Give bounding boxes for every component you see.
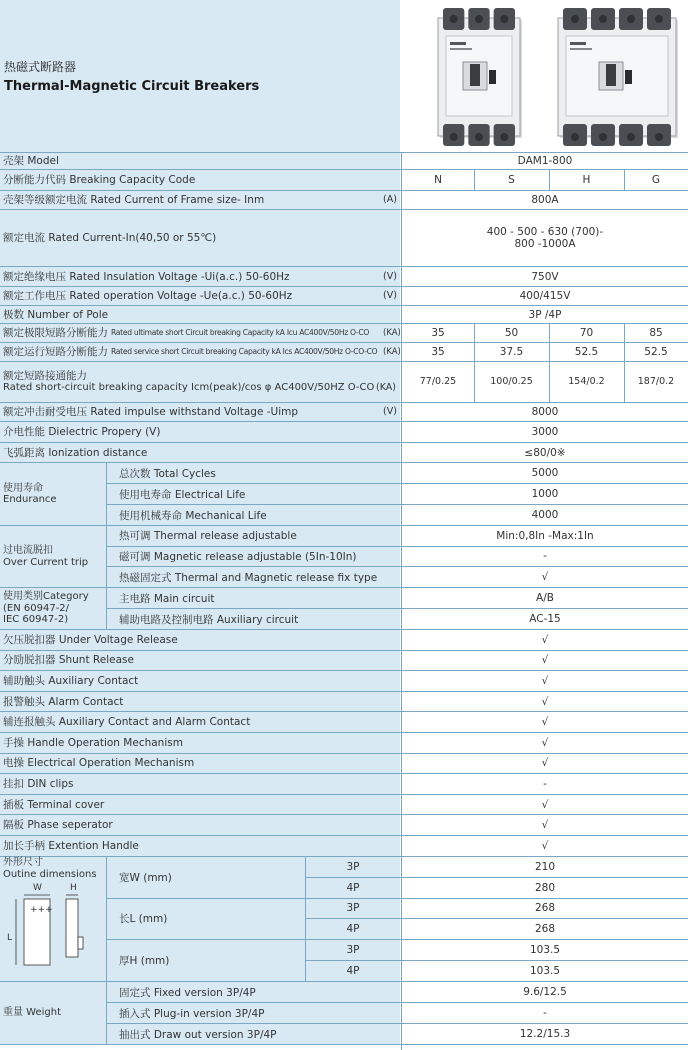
- column-divider: [624, 324, 625, 342]
- row-divider: [106, 608, 688, 609]
- ics-label-en: Rated service short Circuit breaking Capacity kA Ics AC400V/50Hz O-CO-CO: [111, 347, 378, 356]
- category-item-value: A/B: [402, 588, 688, 608]
- dimension-value: 210: [402, 857, 688, 877]
- frame-current-unit: (A): [383, 194, 397, 205]
- frame-current-label: 壳架等级额定电流 Rated Current of Frame size- Inm: [0, 191, 400, 209]
- weight-item-label: 插入式 Plug-in version 3P/4P: [107, 1003, 400, 1023]
- insulation-voltage-unit: (V): [383, 270, 397, 282]
- row-divider: [106, 1002, 688, 1003]
- category-group-label: [0, 588, 106, 629]
- category-group-label-line: IEC 60947-2): [3, 614, 69, 626]
- dimension-group-label: 厚H (mm): [107, 940, 305, 981]
- row-divider: [305, 877, 688, 878]
- endurance-item-label: 使用电寿命 Electrical Life: [107, 484, 400, 504]
- rated-current-label: 额定电流 Rated Current-In(40,50 or 55℃): [0, 210, 400, 266]
- icu-label-en: Rated ultimate short Circuit breaking Capacity kA Icu AC400V/50Hz O-CO: [111, 328, 370, 337]
- model-value: DAM1-800: [402, 153, 688, 169]
- breaking-code-label: 分断能力代码 Breaking Capacity Code: [0, 170, 400, 190]
- weight-item-value: 12.2/15.3: [402, 1024, 688, 1044]
- over-current-item-value: Min:0,8In -Max:1In: [402, 526, 688, 546]
- header-text: [4, 60, 259, 95]
- impulse-voltage-label: 额定冲击耐受电压 Rated impulse withstand Voltage -Uimp: [0, 403, 400, 421]
- ionization-label: 飞弧距离 Ionization distance: [0, 443, 400, 462]
- operation-voltage-unit: (V): [383, 290, 397, 301]
- category-group-label-line: 使用类别Category: [3, 591, 89, 603]
- model-label: 壳架 Model: [0, 153, 400, 169]
- breaking-code-value: S: [474, 170, 549, 190]
- dielectric-label: 介电性能 Dielectric Propery (V): [0, 422, 400, 442]
- breaker-3p-image: [438, 8, 522, 146]
- column-divider: [474, 324, 475, 342]
- ionization-value: ≤80/0※: [402, 443, 688, 462]
- accessory-value: √: [402, 733, 688, 753]
- dimension-pole-label: 4P: [306, 878, 400, 898]
- weight-item-value: -: [402, 1003, 688, 1023]
- accessory-value: -: [402, 774, 688, 794]
- accessory-label: 加长手柄 Extention Handle: [0, 836, 400, 856]
- icm-value: 187/0.2: [624, 362, 688, 402]
- category-group-label-line: (EN 60947-2/: [3, 602, 70, 614]
- endurance-group-label: [0, 463, 106, 525]
- icm-value: 100/0.25: [474, 362, 549, 402]
- dimension-value: 268: [402, 919, 688, 939]
- fig-w-label: W: [33, 883, 42, 893]
- weight-group-label: [0, 982, 106, 1044]
- over-current-group-label: [0, 526, 106, 587]
- accessory-value: √: [402, 671, 688, 691]
- icu-value: 85: [624, 324, 688, 342]
- dimension-group-label: 宽W (mm): [107, 857, 305, 898]
- weight-group-label-line: 重量 Weight: [3, 1007, 62, 1019]
- accessory-value: √: [402, 692, 688, 712]
- accessory-label: 欠压脱扣器 Under Voltage Release: [0, 630, 400, 650]
- operation-voltage-label: 额定工作电压 Rated operation Voltage -Ue(a.c.) 50-60Hz: [0, 287, 400, 305]
- icm-value: 77/0.25: [402, 362, 474, 402]
- operation-voltage-value: 400/415V: [402, 287, 688, 305]
- impulse-voltage-value: 8000: [402, 403, 688, 421]
- impulse-voltage-unit: (V): [383, 406, 397, 417]
- accessory-value: √: [402, 630, 688, 650]
- accessory-value: √: [402, 836, 688, 856]
- header-panel: [0, 0, 400, 152]
- accessory-value: √: [402, 754, 688, 774]
- dimension-drawing: [8, 885, 98, 975]
- dimension-value: 280: [402, 878, 688, 898]
- dimension-value: 268: [402, 899, 688, 919]
- endurance-group-label-line: Endurance: [3, 494, 57, 505]
- icu-unit: (KA): [383, 328, 401, 338]
- icm-unit: (KA): [376, 382, 396, 393]
- product-photo: [402, 0, 688, 152]
- dimensions-label-en: Outine dimensions: [3, 868, 97, 880]
- column-divider: [549, 343, 550, 361]
- dimension-pole-label: 4P: [306, 919, 400, 939]
- row-divider: [106, 483, 688, 484]
- ics-value: 52.5: [624, 343, 688, 361]
- ics-value: 37.5: [474, 343, 549, 361]
- accessory-value: √: [402, 795, 688, 815]
- row-divider: [305, 918, 688, 919]
- ics-label: [0, 343, 380, 361]
- row-divider: [0, 1044, 688, 1045]
- insulation-voltage-value: 750V: [402, 267, 688, 286]
- page-title: Thermal-Magnetic Circuit Breakers: [4, 79, 260, 94]
- accessory-value: √: [402, 651, 688, 671]
- dimensions-group-label: [0, 857, 106, 981]
- endurance-item-value: 1000: [402, 484, 688, 504]
- accessory-label: 分励脱扣器 Shunt Release: [0, 651, 400, 671]
- weight-item-value: 9.6/12.5: [402, 982, 688, 1002]
- ics-label-cn: 额定运行短路分断能力: [3, 346, 108, 358]
- ics-value: 35: [402, 343, 474, 361]
- accessory-label: 挂扣 DIN clips: [0, 774, 400, 794]
- accessory-label: 辅助触头 Auxiliary Contact: [0, 671, 400, 691]
- column-divider: [549, 324, 550, 342]
- row-divider: [106, 1023, 688, 1024]
- dimension-value: 103.5: [402, 940, 688, 960]
- dimension-pole-label: 3P: [306, 940, 400, 960]
- dimensions-label-cn: 外形尺寸: [3, 857, 43, 868]
- svg-text:+++: +++: [30, 905, 53, 915]
- breaking-code-value: G: [624, 170, 688, 190]
- insulation-voltage-label: 额定绝缘电压 Rated Insulation Voltage -Ui(a.c.) 50-60Hz: [0, 267, 400, 286]
- row-divider: [106, 546, 688, 547]
- column-divider: [474, 170, 475, 190]
- accessory-label: 电操 Electrical Operation Mechanism: [0, 754, 400, 774]
- breaking-code-value: H: [549, 170, 624, 190]
- ics-unit: (KA): [383, 347, 401, 357]
- title-chinese: 热磁式断路器: [4, 60, 77, 74]
- icm-label: [0, 362, 400, 402]
- rated-current-line1: 400 - 500 - 630 (700)-: [486, 226, 604, 238]
- row-divider: [106, 504, 688, 505]
- column-divider: [549, 362, 550, 402]
- dimension-pole-label: 3P: [306, 857, 400, 877]
- icm-value: 154/0.2: [549, 362, 624, 402]
- circuit-breaker-photo: [402, 0, 688, 152]
- column-divider: [474, 362, 475, 402]
- category-item-label: 主电路 Main circuit: [107, 588, 400, 608]
- icu-value: 50: [474, 324, 549, 342]
- column-divider: [624, 343, 625, 361]
- dimension-pole-label: 3P: [306, 899, 400, 919]
- row-divider: [106, 939, 688, 940]
- icu-value: 35: [402, 324, 474, 342]
- accessory-label: 报警触头 Alarm Contact: [0, 692, 400, 712]
- icm-label-en: Rated short-circuit breaking capacity Icm(peak)/cos φ AC400V/50HZ O-CO: [3, 382, 375, 393]
- endurance-item-label: 总次数 Total Cycles: [107, 463, 400, 483]
- endurance-item-label: 使用机械寿命 Mechanical Life: [107, 505, 400, 525]
- over-current-item-value: -: [402, 547, 688, 567]
- poles-label: 极数 Number of Pole: [0, 306, 400, 323]
- over-current-group-label-line: Over Current trip: [3, 556, 89, 568]
- over-current-item-label: 热磁固定式 Thermal and Magnetic release fix type: [107, 567, 400, 587]
- accessory-label: 手操 Handle Operation Mechanism: [0, 733, 400, 753]
- dielectric-value: 3000: [402, 422, 688, 442]
- column-divider: [549, 170, 550, 190]
- dimension-group-label: 长L (mm): [107, 899, 305, 940]
- frame-current-value: 800A: [402, 191, 688, 209]
- endurance-group-label-line: 使用寿命: [3, 482, 43, 494]
- icu-label-cn: 额定极限短路分断能力: [3, 327, 108, 339]
- row-divider: [305, 960, 688, 961]
- dimension-value: 103.5: [402, 961, 688, 981]
- icu-label: [0, 324, 380, 342]
- icm-label-cn: 额定短路接通能力: [3, 370, 87, 382]
- endurance-item-value: 4000: [402, 505, 688, 525]
- accessory-label: 辅连报触头 Auxiliary Contact and Alarm Contact: [0, 712, 400, 732]
- poles-value: 3P /4P: [402, 306, 688, 323]
- accessory-value: √: [402, 815, 688, 835]
- rated-current-line2: 800 -1000A: [514, 238, 576, 250]
- icu-value: 70: [549, 324, 624, 342]
- over-current-item-label: 磁可调 Magnetic release adjustable (5In-10In): [107, 547, 400, 567]
- fig-l-label: L: [7, 933, 13, 943]
- accessory-label: 隔板 Phase seperator: [0, 815, 400, 835]
- over-current-item-value: √: [402, 567, 688, 587]
- weight-item-label: 固定式 Fixed version 3P/4P: [107, 982, 400, 1002]
- endurance-item-value: 5000: [402, 463, 688, 483]
- over-current-item-label: 热可调 Thermal release adjustable: [107, 526, 400, 546]
- breaking-code-value: N: [402, 170, 474, 190]
- column-divider: [624, 362, 625, 402]
- row-divider: [106, 566, 688, 567]
- column-divider: [474, 343, 475, 361]
- ics-value: 52.5: [549, 343, 624, 361]
- column-divider: [624, 170, 625, 190]
- category-item-value: AC-15: [402, 609, 688, 629]
- dimension-pole-label: 4P: [306, 961, 400, 981]
- over-current-group-label-line: 过电流脱扣: [3, 545, 53, 556]
- fig-h-label: H: [70, 883, 77, 893]
- category-item-label: 辅助电路及控制电路 Auxiliary circuit: [107, 609, 400, 629]
- breaker-4p-image: [558, 8, 678, 146]
- rated-current-value: [402, 210, 688, 266]
- row-divider: [106, 898, 688, 899]
- weight-item-label: 抽出式 Draw out version 3P/4P: [107, 1024, 400, 1044]
- accessory-value: √: [402, 712, 688, 732]
- accessory-label: 插板 Terminal cover: [0, 795, 400, 815]
